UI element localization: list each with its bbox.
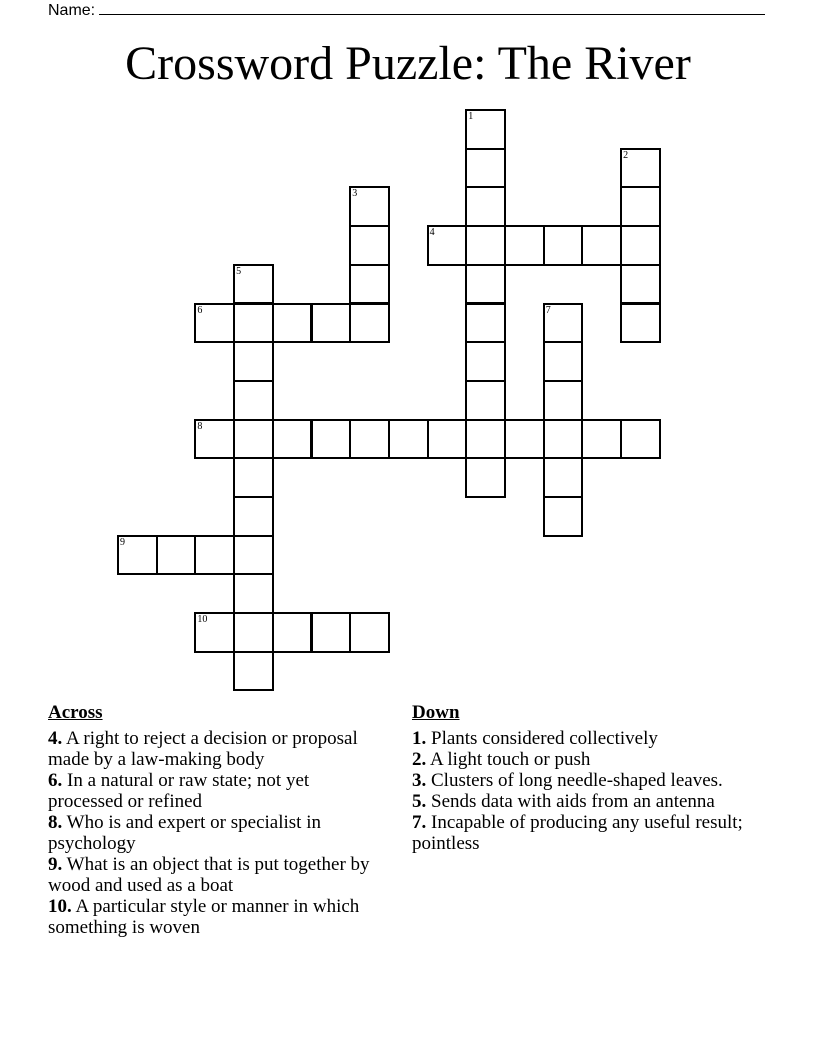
clue-number: 4. xyxy=(48,728,63,749)
page-title: Crossword Puzzle: The River xyxy=(125,37,691,90)
crossword-cell[interactable] xyxy=(543,225,584,266)
crossword-cell[interactable] xyxy=(272,303,313,344)
crossword-cell[interactable] xyxy=(465,457,506,498)
crossword-cell[interactable] xyxy=(465,303,506,344)
crossword-cell[interactable] xyxy=(233,419,274,460)
cell-number: 10 xyxy=(197,614,208,626)
clue-text: A light touch or push xyxy=(426,749,591,770)
crossword-cell[interactable] xyxy=(233,457,274,498)
crossword-cell[interactable] xyxy=(233,380,274,421)
crossword-cell[interactable] xyxy=(543,303,584,344)
crossword-cell[interactable] xyxy=(543,380,584,421)
crossword-cell[interactable] xyxy=(504,419,545,460)
crossword-cell[interactable] xyxy=(543,419,584,460)
crossword-cell[interactable] xyxy=(233,303,274,344)
crossword-cell[interactable] xyxy=(349,612,390,653)
crossword-cell[interactable] xyxy=(427,225,468,266)
cell-number: 6 xyxy=(197,304,203,316)
crossword-cell[interactable] xyxy=(543,496,584,537)
clue-number: 8. xyxy=(48,812,63,833)
crossword-cell[interactable] xyxy=(465,341,506,382)
clue-across-6 xyxy=(48,770,378,812)
clue-number: 6. xyxy=(48,770,63,791)
clue-across-4 xyxy=(48,728,378,770)
crossword-cell[interactable] xyxy=(117,535,158,576)
crossword-cell[interactable] xyxy=(233,612,274,653)
crossword-cell[interactable] xyxy=(465,109,506,150)
clue-number: 2. xyxy=(412,749,427,770)
crossword-cell[interactable] xyxy=(349,303,390,344)
crossword-cell[interactable] xyxy=(427,419,468,460)
crossword-cell[interactable] xyxy=(620,186,661,227)
crossword-cell[interactable] xyxy=(194,419,235,460)
crossword-cell[interactable] xyxy=(233,651,274,692)
crossword-cell[interactable] xyxy=(543,341,584,382)
crossword-cell[interactable] xyxy=(233,573,274,614)
cell-number: 5 xyxy=(236,265,242,277)
clue-number: 5. xyxy=(412,791,427,812)
clue-across-8 xyxy=(48,812,378,854)
cell-number: 9 xyxy=(120,536,125,548)
down-heading: Down xyxy=(412,702,460,723)
clue-down-3 xyxy=(412,770,752,791)
clue-text: Who is and expert or specialist in psychology xyxy=(48,812,321,854)
clue-number: 9. xyxy=(48,854,63,875)
clue-across-10 xyxy=(48,896,378,938)
crossword-cell[interactable] xyxy=(194,612,235,653)
crossword-cell[interactable] xyxy=(233,341,274,382)
crossword-cell[interactable] xyxy=(465,264,506,305)
crossword-cell[interactable] xyxy=(388,419,429,460)
crossword-cell[interactable] xyxy=(311,419,352,460)
cell-number: 2 xyxy=(623,149,629,161)
name-label: Name: xyxy=(48,2,96,19)
crossword-cell[interactable] xyxy=(465,186,506,227)
crossword-cell[interactable] xyxy=(465,380,506,421)
crossword-cell[interactable] xyxy=(620,148,661,189)
crossword-cell[interactable] xyxy=(465,148,506,189)
crossword-cell[interactable] xyxy=(581,419,622,460)
crossword-cell[interactable] xyxy=(465,419,506,460)
across-clues xyxy=(48,702,378,938)
crossword-cell[interactable] xyxy=(272,419,313,460)
crossword-cell[interactable] xyxy=(465,225,506,266)
clue-down-5 xyxy=(412,791,752,812)
clue-text: Sends data with aids from an antenna xyxy=(426,791,715,812)
across-heading: Across xyxy=(48,702,103,723)
crossword-cell[interactable] xyxy=(504,225,545,266)
crossword-cell[interactable] xyxy=(311,303,352,344)
clue-across-9 xyxy=(48,854,378,896)
crossword-cell[interactable] xyxy=(156,535,197,576)
clue-text: A particular style or manner in which something is woven xyxy=(48,896,360,938)
crossword-cell[interactable] xyxy=(620,264,661,305)
cell-number: 7 xyxy=(545,304,551,316)
crossword-cell[interactable] xyxy=(311,612,352,653)
crossword-cell[interactable] xyxy=(581,225,622,266)
clue-down-2 xyxy=(412,749,752,770)
clue-number: 10. xyxy=(48,896,72,917)
clue-number: 1. xyxy=(412,728,427,749)
cell-number: 4 xyxy=(429,227,435,239)
clue-text: Plants considered collectively xyxy=(426,728,658,749)
crossword-cell[interactable] xyxy=(349,264,390,305)
crossword-cell[interactable] xyxy=(620,419,661,460)
crossword-cell[interactable] xyxy=(194,535,235,576)
clue-text: Clusters of long needle-shaped leaves. xyxy=(426,770,723,791)
clue-number: 3. xyxy=(412,770,427,791)
crossword-cell[interactable] xyxy=(620,225,661,266)
crossword-cell[interactable] xyxy=(543,457,584,498)
crossword-cell[interactable] xyxy=(233,264,274,305)
clue-text: Incapable of producing any useful result; pointless xyxy=(412,812,743,854)
crossword-cell[interactable] xyxy=(620,303,661,344)
crossword-cell[interactable] xyxy=(194,303,235,344)
clue-text: What is an object that is put together by wood and used as a boat xyxy=(48,854,370,896)
clue-number: 7. xyxy=(412,812,427,833)
cell-number: 3 xyxy=(352,188,358,200)
clue-text: In a natural or raw state; not yet processed or refined xyxy=(48,770,310,812)
crossword-cell[interactable] xyxy=(233,496,274,537)
crossword-cell[interactable] xyxy=(349,186,390,227)
down-clues xyxy=(412,702,752,854)
cell-number: 8 xyxy=(197,420,203,432)
clue-down-1 xyxy=(412,728,752,749)
crossword-cell[interactable] xyxy=(349,419,390,460)
clue-text: A right to reject a decision or proposal made by a law-making body xyxy=(48,728,358,770)
cell-number: 1 xyxy=(468,111,474,122)
clue-down-7 xyxy=(412,812,752,854)
crossword-cell[interactable] xyxy=(349,225,390,266)
crossword-cell[interactable] xyxy=(233,535,274,576)
crossword-cell[interactable] xyxy=(272,612,313,653)
